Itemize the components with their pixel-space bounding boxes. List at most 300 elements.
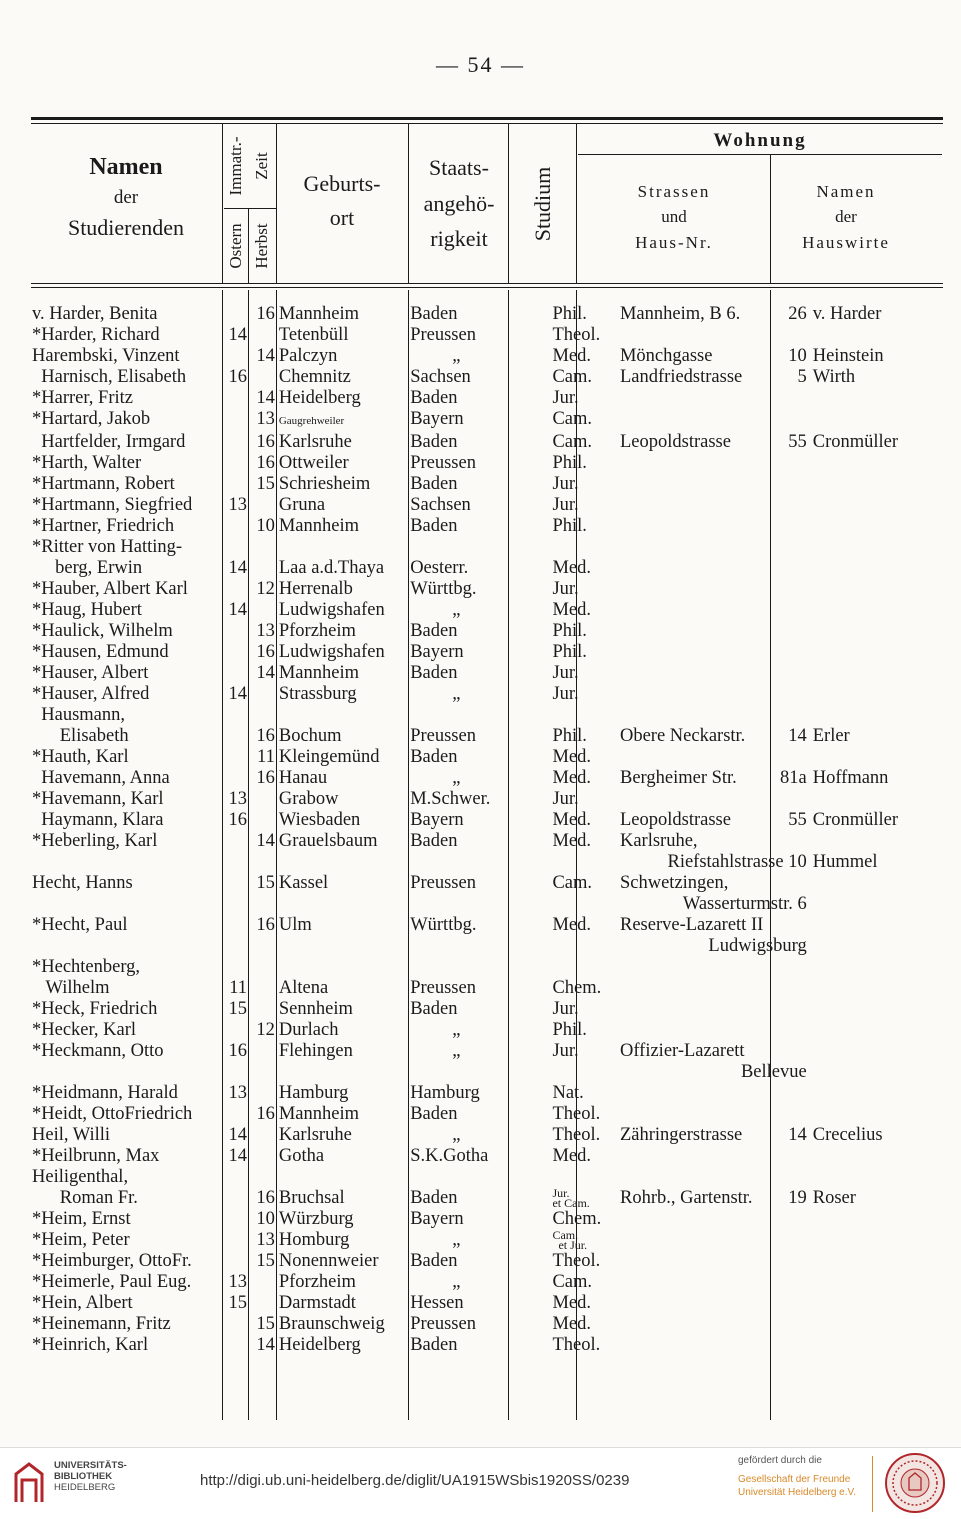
table-row <box>30 409 961 432</box>
student-name: *Heidmann, Harald <box>32 1083 178 1103</box>
ostern-semester <box>221 409 249 432</box>
birthplace: Sennheim <box>278 999 353 1019</box>
student-name: *Heckmann, Otto <box>32 1041 164 1061</box>
ostern-semester <box>221 1314 249 1335</box>
birthplace: Mannheim <box>278 663 360 683</box>
nationality: Baden <box>410 432 458 452</box>
nationality: Oesterr. <box>410 558 469 578</box>
nationality: Preussen <box>410 453 476 473</box>
birthplace: Bruchsal <box>278 1188 345 1208</box>
street-name: Rohrb., Gartenstr. <box>619 1188 753 1208</box>
student-name: *Hauser, Albert <box>32 663 149 683</box>
nationality: Preussen <box>410 1314 476 1334</box>
landlord-name: Roser <box>812 1188 856 1208</box>
birthplace: Ludwigshafen <box>278 642 385 662</box>
herbst-semester: 10 <box>256 1209 275 1229</box>
student-name: *Harth, Walter <box>32 453 142 473</box>
herbst-semester <box>249 1146 277 1167</box>
funder-block <box>738 1454 856 1499</box>
birthplace: Ludwigshafen <box>278 600 385 620</box>
street-name: Karlsruhe, <box>619 831 698 851</box>
herbst-semester <box>249 810 277 831</box>
herbst-semester: 13 <box>256 409 275 429</box>
field-of-study: Theol. <box>552 1251 601 1271</box>
herbst-semester <box>249 1125 277 1146</box>
society-name-1: Gesellschaft der Freunde <box>738 1474 851 1485</box>
ostern-semester: 14 <box>228 600 248 620</box>
ostern-semester: 13 <box>228 1272 248 1292</box>
nationality: Baden <box>410 474 458 494</box>
landlord-name <box>811 894 961 915</box>
street-address: Wasserturmstr. 6 <box>682 894 807 914</box>
nationality <box>408 852 550 873</box>
street-name: Zähringerstrasse <box>619 1125 743 1145</box>
herbst-semester: 16 <box>256 453 275 473</box>
header-hauswirte-2: der <box>835 207 857 227</box>
street-address <box>618 516 811 537</box>
ostern-semester <box>221 453 249 474</box>
street-address <box>618 1041 811 1062</box>
ostern-semester <box>221 705 249 726</box>
table-row <box>30 726 961 747</box>
birthplace: Wiesbaden <box>278 810 361 830</box>
field-of-study: Med. <box>552 831 592 851</box>
field-of-study <box>550 1167 618 1188</box>
landlord-name <box>811 474 961 495</box>
landlord-name <box>811 1020 961 1041</box>
header-hauswirte-3: Hauswirte <box>802 232 890 252</box>
street-address: Bellevue <box>740 1062 807 1082</box>
landlord-name <box>811 915 961 936</box>
nationality <box>408 1062 550 1083</box>
table-row <box>30 1314 961 1335</box>
herbst-semester <box>249 957 277 978</box>
table-row <box>30 684 961 705</box>
landlord-name <box>811 936 961 957</box>
herbst-semester: 14 <box>256 346 275 366</box>
herbst-semester: 16 <box>256 726 275 746</box>
landlord-name: Erler <box>812 726 850 746</box>
nationality <box>408 1167 550 1188</box>
table-row <box>30 1251 961 1272</box>
student-name: *Heck, Friedrich <box>32 999 158 1019</box>
table-row <box>30 1020 961 1041</box>
landlord-name: Cronmüller <box>812 432 899 452</box>
student-name: *Hartner, Friedrich <box>32 516 175 536</box>
ostern-semester <box>221 642 249 663</box>
header-strassen-1: Strassen <box>637 182 711 201</box>
field-of-study: Jur. <box>552 999 579 1019</box>
ostern-semester: 13 <box>228 789 248 809</box>
birthplace: Heidelberg <box>278 1335 361 1355</box>
herbst-semester <box>249 1167 277 1188</box>
header-strassen-3: Haus-Nr. <box>635 232 713 252</box>
ostern-semester <box>221 621 249 642</box>
field-of-study: Theol. <box>552 1335 601 1355</box>
street-address <box>618 999 811 1020</box>
nationality: Württbg. <box>410 915 477 935</box>
ostern-semester <box>221 894 249 915</box>
header-staats-1: Staats- <box>429 155 489 180</box>
ostern-semester <box>221 873 249 894</box>
birthplace: Würzburg <box>278 1209 354 1229</box>
table-row <box>30 999 961 1020</box>
birthplace: Gotha <box>278 1146 325 1166</box>
student-name: *Heimburger, OttoFr. <box>32 1251 192 1271</box>
nationality: Baden <box>410 304 458 324</box>
student-name: *Heim, Peter <box>32 1230 130 1250</box>
header-immatr: Immatr.- <box>226 136 245 196</box>
birthplace: Braunschweig <box>278 1314 385 1334</box>
house-number: 55 <box>788 432 807 452</box>
student-name: Harembski, Vinzent <box>32 346 180 366</box>
herbst-semester <box>249 325 277 346</box>
landlord-name <box>811 1167 961 1188</box>
street-address <box>618 453 811 474</box>
house-number: 19 <box>788 1188 807 1208</box>
nationality: „ <box>452 1230 461 1250</box>
table-row <box>30 789 961 810</box>
herbst-semester <box>249 705 277 726</box>
table-row <box>30 1083 961 1104</box>
student-name: Elisabeth <box>32 726 129 746</box>
herbst-semester <box>249 1062 277 1083</box>
student-name: Roman Fr. <box>32 1188 138 1208</box>
student-name: *Hausen, Edmund <box>32 642 169 662</box>
street-name: Offizier-Lazarett <box>619 1041 745 1061</box>
field-of-study: Med. <box>552 810 592 830</box>
herbst-semester: 14 <box>256 1335 275 1355</box>
table-row <box>30 1272 961 1293</box>
ostern-semester <box>221 831 249 852</box>
table-row <box>30 346 961 367</box>
street-address <box>618 367 811 388</box>
nationality <box>408 957 550 978</box>
landlord-name <box>811 495 961 516</box>
birthplace-small-text: Gaugrehweiler <box>278 415 345 427</box>
herbst-semester <box>249 1272 277 1293</box>
ostern-semester <box>221 516 249 537</box>
header-bottom-rule <box>31 283 943 284</box>
student-name: *Heimerle, Paul Eug. <box>32 1272 192 1292</box>
field-of-study: Med. <box>552 1146 592 1166</box>
landlord-name <box>811 831 961 852</box>
header-names-title: Namen <box>89 154 163 180</box>
birthplace: Kleingemünd <box>278 747 380 767</box>
nationality: Preussen <box>410 726 476 746</box>
herbst-semester: 13 <box>256 1230 275 1250</box>
table-row <box>30 915 961 936</box>
street-address <box>618 537 811 558</box>
house-number: 10 <box>788 346 807 366</box>
herbst-semester: 16 <box>256 432 275 452</box>
nationality: Preussen <box>410 873 476 893</box>
student-name: *Heim, Ernst <box>32 1209 131 1229</box>
landlord-name <box>811 999 961 1020</box>
nationality: „ <box>452 1020 461 1040</box>
field-of-study: Theol. <box>552 1125 601 1145</box>
landlord-name: v. Harder <box>812 304 882 324</box>
source-url-link[interactable]: http://digi.ub.uni-heidelberg.de/diglit/UA1915WSbis1920SS/0239 <box>200 1472 630 1489</box>
street-address <box>618 747 811 768</box>
table-row <box>30 873 961 894</box>
field-of-study: Jur. <box>552 388 579 408</box>
street-address <box>618 304 811 325</box>
herbst-semester: 16 <box>256 1188 275 1208</box>
ostern-semester <box>221 1209 249 1230</box>
landlord-name <box>811 388 961 409</box>
ostern-semester: 16 <box>228 1041 248 1061</box>
house-number: 14 <box>788 726 807 746</box>
student-name: Wilhelm <box>32 978 110 998</box>
table-row <box>30 978 961 999</box>
student-name: Havemann, Anna <box>32 768 170 788</box>
nationality: Baden <box>410 1335 458 1355</box>
library-name-2: BIBLIOTHEK <box>54 1471 113 1482</box>
landlord-name <box>811 642 961 663</box>
header-ostern: Ostern <box>226 223 245 269</box>
landlord-name: Hoffmann <box>812 768 889 788</box>
digitization-footer <box>0 1447 961 1519</box>
student-name: *Hartmann, Robert <box>32 474 175 494</box>
herbst-semester <box>249 894 277 915</box>
ostern-semester <box>221 747 249 768</box>
student-name: *Heidt, OttoFriedrich <box>32 1104 193 1124</box>
ostern-semester: 15 <box>228 999 248 1019</box>
herbst-semester: 10 <box>256 516 275 536</box>
field-of-study: Chem. <box>552 978 602 998</box>
house-number: 81a <box>780 768 807 788</box>
table-row <box>30 894 961 915</box>
field-of-study <box>550 936 618 957</box>
landlord-name <box>811 1314 961 1335</box>
birthplace <box>277 852 408 873</box>
field-of-study: Cam. <box>552 873 593 893</box>
street-address <box>618 957 811 978</box>
street-address <box>618 621 811 642</box>
landlord-name <box>811 621 961 642</box>
birthplace: Palczyn <box>278 346 338 366</box>
nationality: „ <box>452 1272 461 1292</box>
student-name: *Harrer, Fritz <box>32 388 133 408</box>
herbst-semester: 16 <box>256 915 275 935</box>
street-address <box>618 1314 811 1335</box>
landlord-name <box>811 663 961 684</box>
street-address <box>618 978 811 999</box>
field-of-study: Med. <box>552 346 592 366</box>
field-of-study <box>550 957 618 978</box>
ostern-semester: 14 <box>228 558 248 578</box>
herbst-semester <box>249 936 277 957</box>
nationality: M.Schwer. <box>410 789 491 809</box>
ostern-semester: 13 <box>228 1083 248 1103</box>
ostern-semester <box>221 474 249 495</box>
ostern-semester <box>221 1230 249 1251</box>
student-name: *Hecht, Paul <box>32 915 128 935</box>
field-of-study: Phil. <box>552 516 587 536</box>
nationality: Hessen <box>410 1293 464 1313</box>
ostern-semester: 11 <box>229 978 248 998</box>
student-name: *Hechtenberg, <box>32 957 141 977</box>
table-row <box>30 621 961 642</box>
field-of-study <box>550 852 618 873</box>
ostern-semester <box>221 726 249 747</box>
nationality: „ <box>452 768 461 788</box>
herbst-semester: 15 <box>256 1314 275 1334</box>
header-staats-2: angehö- <box>423 190 495 216</box>
student-name: Heil, Willi <box>32 1125 111 1145</box>
field-of-study: Cam. <box>552 367 593 387</box>
field-of-study: Theol. <box>552 1104 601 1124</box>
field-of-study: Phil. <box>552 642 587 662</box>
col-line-4 <box>408 124 409 284</box>
landlord-name <box>811 1335 961 1356</box>
landlord-name <box>811 747 961 768</box>
header-geburtsort-2: ort <box>329 204 355 230</box>
street-address <box>618 642 811 663</box>
col-line-7 <box>770 155 771 284</box>
library-name-1: UNIVERSITÄTS- <box>54 1460 127 1471</box>
birthplace <box>277 705 408 726</box>
herbst-semester: 14 <box>256 663 275 683</box>
ostern-semester <box>221 432 249 453</box>
landlord-name <box>811 1104 961 1125</box>
herbst-semester <box>249 600 277 621</box>
landlord-name <box>811 1041 961 1062</box>
nationality: S.K.Gotha <box>410 1146 489 1166</box>
street-address <box>618 579 811 600</box>
street-address <box>618 1335 811 1356</box>
header-wohnung: Wohnung <box>713 130 807 151</box>
table-row <box>30 936 961 957</box>
street-name: Landfriedstrasse <box>619 367 743 387</box>
street-address <box>618 558 811 579</box>
street-address <box>618 1020 811 1041</box>
table-row <box>30 579 961 600</box>
student-name: *Harder, Richard <box>32 325 160 345</box>
col-line-6 <box>576 124 577 284</box>
street-address <box>618 388 811 409</box>
nationality: Hamburg <box>410 1083 480 1103</box>
house-number: 55 <box>788 810 807 830</box>
library-name <box>54 1460 127 1493</box>
birthplace <box>277 409 408 432</box>
nationality: Württbg. <box>410 579 477 599</box>
birthplace: Karlsruhe <box>278 432 352 452</box>
nationality: Preussen <box>410 325 476 345</box>
herbst-semester: 13 <box>256 621 275 641</box>
birthplace: Heidelberg <box>278 388 361 408</box>
birthplace: Gruna <box>278 495 326 515</box>
herbst-semester <box>249 789 277 810</box>
header-staats <box>410 154 508 253</box>
birthplace: Bochum <box>278 726 342 746</box>
table-row <box>30 325 961 346</box>
birthplace <box>277 537 408 558</box>
header-names-sub2: Studierenden <box>67 214 185 240</box>
student-name: *Hecker, Karl <box>32 1020 137 1040</box>
landlord-name <box>811 1293 961 1314</box>
table-row <box>30 600 961 621</box>
field-of-study <box>550 1188 618 1209</box>
birthplace: Schriesheim <box>278 474 371 494</box>
header-zeit: Zeit <box>252 152 271 180</box>
header-top-rule <box>31 117 943 120</box>
student-register-table <box>30 304 961 1356</box>
header-studium: Studium <box>530 166 555 242</box>
student-name: *Haug, Hubert <box>32 600 142 620</box>
herbst-semester: 15 <box>256 1251 275 1271</box>
street-address <box>618 726 811 747</box>
student-name: *Hein, Albert <box>32 1293 133 1313</box>
student-name: Hartfelder, Irmgard <box>32 432 186 452</box>
ostern-semester <box>221 852 249 873</box>
birthplace: Pforzheim <box>278 621 356 641</box>
house-number: 14 <box>788 1125 807 1145</box>
street-address: Riefstahlstrasse 10 <box>667 852 807 872</box>
ostern-semester <box>221 1167 249 1188</box>
table-row <box>30 1293 961 1314</box>
field-of-study: Cam. <box>552 1272 593 1292</box>
herbst-semester <box>249 558 277 579</box>
birthplace: Homburg <box>278 1230 350 1250</box>
street-address <box>618 346 811 367</box>
birthplace: Chemnitz <box>278 367 351 387</box>
landlord-name: Heinstein <box>812 346 884 366</box>
nationality: Baden <box>410 747 458 767</box>
street-address <box>618 1146 811 1167</box>
herbst-semester: 15 <box>256 873 275 893</box>
nationality: „ <box>452 600 461 620</box>
street-address <box>618 432 811 453</box>
ostern-semester <box>221 304 249 325</box>
field-of-study: Jur. <box>552 474 579 494</box>
field-of-study: Nat. <box>552 1083 584 1103</box>
nationality: Bayern <box>410 642 464 662</box>
header-top-rule-thin <box>31 123 943 124</box>
header-staats-3: rigkeit <box>430 226 488 251</box>
nationality: Baden <box>410 388 458 408</box>
nationality: Bayern <box>410 409 464 429</box>
street-address <box>618 1167 811 1188</box>
nationality: „ <box>452 346 461 366</box>
field-of-study: Jur. <box>552 684 579 704</box>
ostern-semester <box>221 1104 249 1125</box>
ostern-semester: 16 <box>228 367 248 387</box>
birthplace: Mannheim <box>278 304 360 324</box>
birthplace: Kassel <box>278 873 329 893</box>
student-name: *Heinemann, Fritz <box>32 1314 171 1334</box>
landlord-name <box>811 325 961 346</box>
field-of-study: Phil. <box>552 726 587 746</box>
table-row <box>30 852 961 873</box>
student-name <box>30 852 221 873</box>
table-row <box>30 367 961 388</box>
nationality <box>408 936 550 957</box>
table-row <box>30 642 961 663</box>
student-name: *Heinrich, Karl <box>32 1335 149 1355</box>
street-address <box>618 873 811 894</box>
table-row <box>30 1104 961 1125</box>
ostern-semester <box>221 1062 249 1083</box>
herbst-semester <box>249 1041 277 1062</box>
street-address <box>618 1230 811 1251</box>
birthplace: Karlsruhe <box>278 1125 352 1145</box>
funder-divider <box>872 1456 873 1512</box>
nationality: Baden <box>410 831 458 851</box>
birthplace <box>277 936 408 957</box>
landlord-name <box>811 957 961 978</box>
